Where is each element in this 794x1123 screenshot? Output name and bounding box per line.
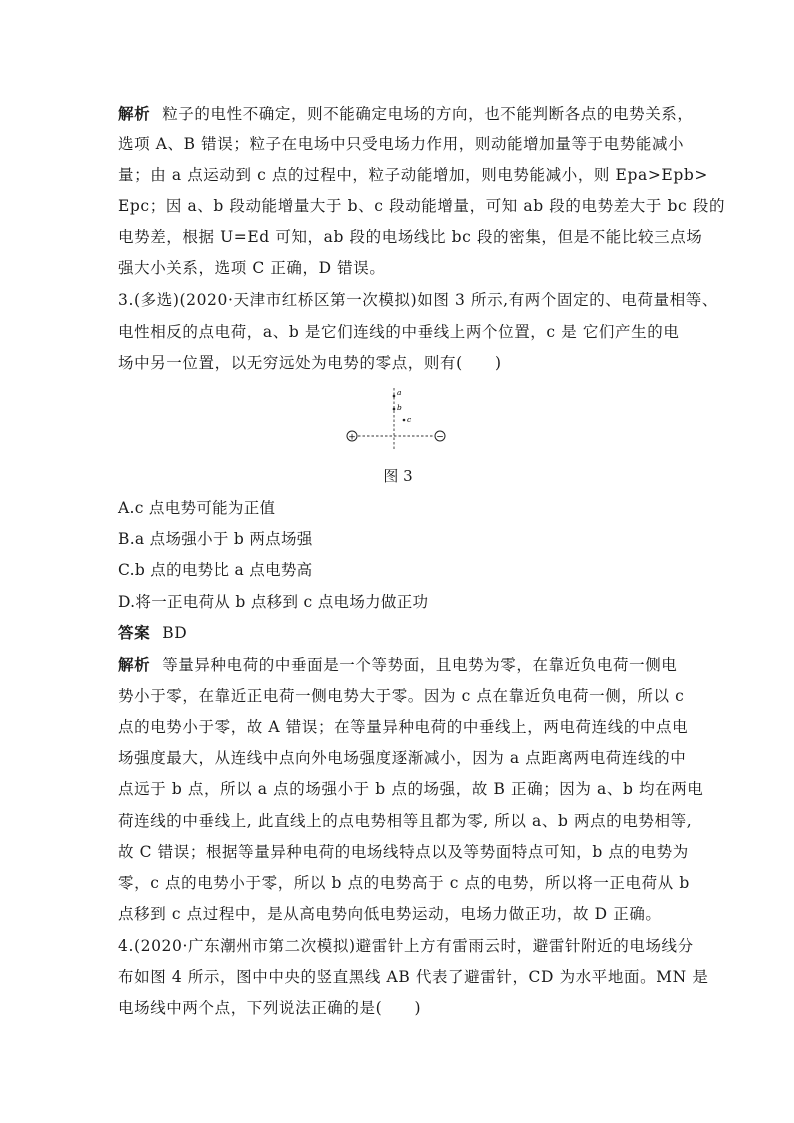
analysis-2-line-5: 点远于 b 点，所以 a 点的场强小于 b 点的场强，故 B 正确；因为 a、b 均在两电 <box>118 780 704 798</box>
question-4-line-2: 布如图 4 所示，图中中央的竖直黑线 AB 代表了避雷针，CD 为水平地面。MN 是 <box>118 968 709 986</box>
analysis-2-line-6: 荷连线的中垂线上, 此直线上的点电势相等且都为零, 所以 a、b 两点的电势相等, <box>118 812 693 830</box>
analysis-2-line-9: 点移到 c 点过程中，是从高电势向低电势运动，电场力做正功，故 D 正确。 <box>118 905 662 923</box>
analysis-2-line-8: 零，c 点的电势小于零，所以 b 点的电势高于 c 点的电势，所以将一正电荷从 b <box>118 874 690 892</box>
svg-text:+: + <box>348 432 356 443</box>
analysis-label: 解析 <box>118 104 151 123</box>
question-3-line-2: 电性相反的点电荷，a、b 是它们连线的中垂线上两个位置，c 是 它们产生的电 <box>118 323 680 341</box>
point-b <box>393 408 396 411</box>
figure-3-caption: 图 3 <box>383 467 413 485</box>
point-c-label: c <box>407 415 412 424</box>
analysis-line-6: 强大小关系，选项 C 正确，D 错误。 <box>118 259 386 277</box>
question-4-line-1: 4.(2020·广东潮州市第二次模拟)避雷针上方有雷雨云时，避雷针附近的电场线分 <box>118 937 694 955</box>
point-a <box>393 395 396 398</box>
analysis-2-line-7: 故 C 错误；根据等量异种电荷的电场线特点以及等势面特点可知，b 点的电势为 <box>118 843 689 861</box>
analysis-line-1: 解析 粒子的电性不确定，则不能确定电场的方向，也不能判断各点的电势关系， <box>118 104 694 123</box>
analysis-line-3: 量；由 a 点运动到 c 点的过程中，粒子动能增加，则电势能减小，则 Epa>Epb> <box>118 166 708 184</box>
point-c <box>403 419 406 422</box>
svg-text:−: − <box>436 432 444 443</box>
option-a: A.c 点电势可能为正值 <box>118 499 276 517</box>
answer-value: BD <box>162 624 188 642</box>
point-b-label: b <box>397 403 402 412</box>
answer-label: 答案 <box>118 623 151 642</box>
option-d: D.将一正电荷从 b 点移到 c 点电场力做正功 <box>118 593 429 611</box>
option-b: B.a 点场强小于 b 两点场强 <box>118 530 313 548</box>
analysis-2-line-4: 场强度最大，从连线中点向外电场强度逐渐减小，因为 a 点距离两电荷连线的中 <box>118 749 687 767</box>
analysis-2-line-2: 势小于零，在靠近正电荷一侧电势大于零。因为 c 点在靠近负电荷一侧，所以 c <box>118 687 685 705</box>
analysis-line-2: 选项 A、B 错误；粒子在电场中只受电场力作用，则动能增加量等于电势能减小 <box>118 135 685 153</box>
question-3-line-3: 场中另一位置，以无穷远处为电势的零点，则有( ) <box>118 354 502 372</box>
analysis-2-line-1: 解析 等量异种电荷的中垂面是一个等势面，且电势为零，在靠近负电荷一侧电 <box>118 655 678 674</box>
analysis-line-4: Epc；因 a、b 段动能增量大于 b、c 段动能增量，可知 ab 段的电势差大于 bc 段的 <box>118 197 726 215</box>
answer-line <box>118 623 688 643</box>
analysis-line-5: 电势差，根据 U=Ed 可知，ab 段的电场线比 bc 段的密集，但是不能比较三点场 <box>118 228 703 246</box>
analysis-2-line-3: 点的电势小于零，故 A 错误；在等量异种电荷的中垂线上，两电荷连线的中点电 <box>118 718 689 736</box>
question-4-line-3: 电场线中两个点，下列说法正确的是( ) <box>118 999 422 1017</box>
figure-3-diagram <box>330 382 460 452</box>
question-3-line-1: 3.(多选)(2020·天津市红桥区第一次模拟)如图 3 所示,有两个固定的、电荷量相等、 <box>118 291 718 309</box>
option-c: C.b 点的电势比 a 点电势高 <box>118 561 313 579</box>
analysis-2-label: 解析 <box>118 655 151 674</box>
point-a-label: a <box>397 388 402 397</box>
